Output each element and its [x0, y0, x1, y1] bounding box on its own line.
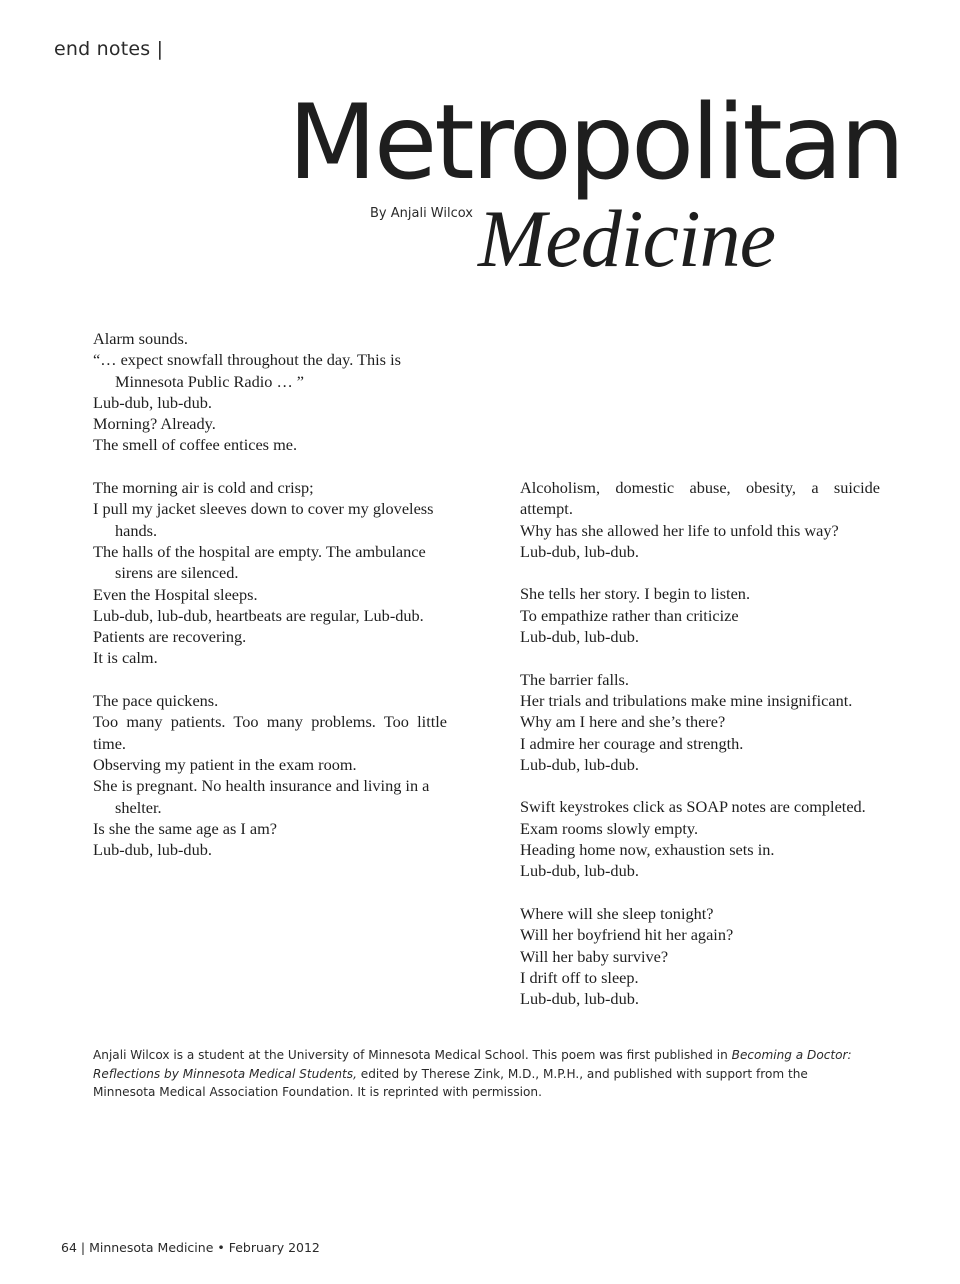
poem-line: The morning air is cold and crisp;	[93, 478, 314, 498]
poem-line: The smell of coffee entices me.	[93, 435, 298, 455]
poem-line: Too many patients. Too many problems. Too little time.	[93, 712, 447, 753]
poem-line: “… expect snowfall throughout the day. This is	[93, 350, 401, 370]
poem-line: Exam rooms slowly empty.	[520, 818, 699, 838]
article-title: Metropolitan	[288, 83, 903, 203]
author-note-text-end: edited by Therese Zink, M.D., M.P.H., and published with support from the Minnesota Medical Association Foundation. It is reprinted with permission.	[93, 1066, 808, 1099]
poem-stanza	[520, 669, 880, 775]
poem-line: Observing my patient in the exam room.	[93, 754, 357, 774]
poem-line: The barrier falls.	[520, 669, 629, 689]
poem-line: Will her boyfriend hit her again?	[520, 925, 734, 945]
poem-line: shelter.	[115, 797, 162, 817]
author-note	[93, 1046, 873, 1102]
poem-right-column	[520, 477, 880, 1031]
poem-stanza	[520, 796, 880, 881]
poem-stanza	[93, 690, 447, 860]
poem-line: Patients are recovering.	[93, 627, 247, 647]
poem-line: Alcoholism, domestic abuse, obesity, a suicide attempt.	[520, 478, 880, 519]
poem-stanza	[520, 477, 880, 562]
poem-stanza	[93, 328, 447, 456]
poem-line: Lub-dub, lub-dub.	[93, 392, 212, 412]
poem-line: Swift keystrokes click as SOAP notes are completed.	[520, 797, 866, 817]
page-footer: 64 | Minnesota Medicine • February 2012	[61, 1240, 320, 1255]
poem-line: She is pregnant. No health insurance and living in a	[93, 776, 430, 796]
poem-line: Her trials and tribulations make mine insignificant.	[520, 690, 853, 710]
poem-line: Is she the same age as I am?	[93, 818, 277, 838]
poem-line: Lub-dub, lub-dub.	[520, 627, 639, 647]
poem-line: Morning? Already.	[93, 414, 216, 434]
poem-line: Lub-dub, lub-dub.	[520, 861, 639, 881]
article-subtitle: Medicine	[478, 193, 776, 284]
author-note-text: Anjali Wilcox is a student at the University of Minnesota Medical School. This poem was first published in	[93, 1048, 732, 1062]
poem-line: Lub-dub, lub-dub.	[93, 840, 212, 860]
poem-line: Minnesota Public Radio … ”	[115, 371, 305, 391]
poem-line: Where will she sleep tonight?	[520, 903, 714, 923]
poem-line: It is calm.	[93, 648, 158, 668]
poem-line: Even the Hospital sleeps.	[93, 584, 258, 604]
author-byline: By Anjali Wilcox	[370, 206, 473, 221]
poem-line: She tells her story. I begin to listen.	[520, 584, 751, 604]
poem-line: Why has she allowed her life to unfold this way?	[520, 520, 839, 540]
poem-line: Heading home now, exhaustion sets in.	[520, 840, 775, 860]
poem-line: Lub-dub, lub-dub.	[520, 541, 639, 561]
poem-line: Will her baby survive?	[520, 946, 669, 966]
poem-line: To empathize rather than criticize	[520, 605, 739, 625]
poem-line: hands.	[115, 520, 158, 540]
poem-stanza	[520, 903, 880, 1009]
poem-line: Lub-dub, lub-dub, heartbeats are regular, Lub-dub.	[93, 605, 424, 625]
section-label: end notes |	[54, 38, 164, 60]
poem-line: The pace quickens.	[93, 691, 219, 711]
poem-stanza	[520, 583, 880, 647]
poem-line: I pull my jacket sleeves down to cover my gloveless	[93, 499, 434, 519]
poem-left-column	[93, 328, 447, 882]
book-title: Becoming a Doctor: Reflections by Minnesota Medical Students,	[93, 1048, 852, 1081]
poem-line: Alarm sounds.	[93, 329, 188, 348]
poem-line: Why am I here and she’s there?	[520, 712, 726, 732]
poem-stanza	[93, 477, 447, 669]
poem-line: The halls of the hospital are empty. The ambulance	[93, 541, 426, 561]
poem-line: Lub-dub, lub-dub.	[520, 989, 639, 1009]
poem-line: Lub-dub, lub-dub.	[520, 754, 639, 774]
poem-line: I admire her courage and strength.	[520, 733, 744, 753]
poem-line: I drift off to sleep.	[520, 967, 639, 987]
poem-line: sirens are silenced.	[115, 563, 239, 583]
